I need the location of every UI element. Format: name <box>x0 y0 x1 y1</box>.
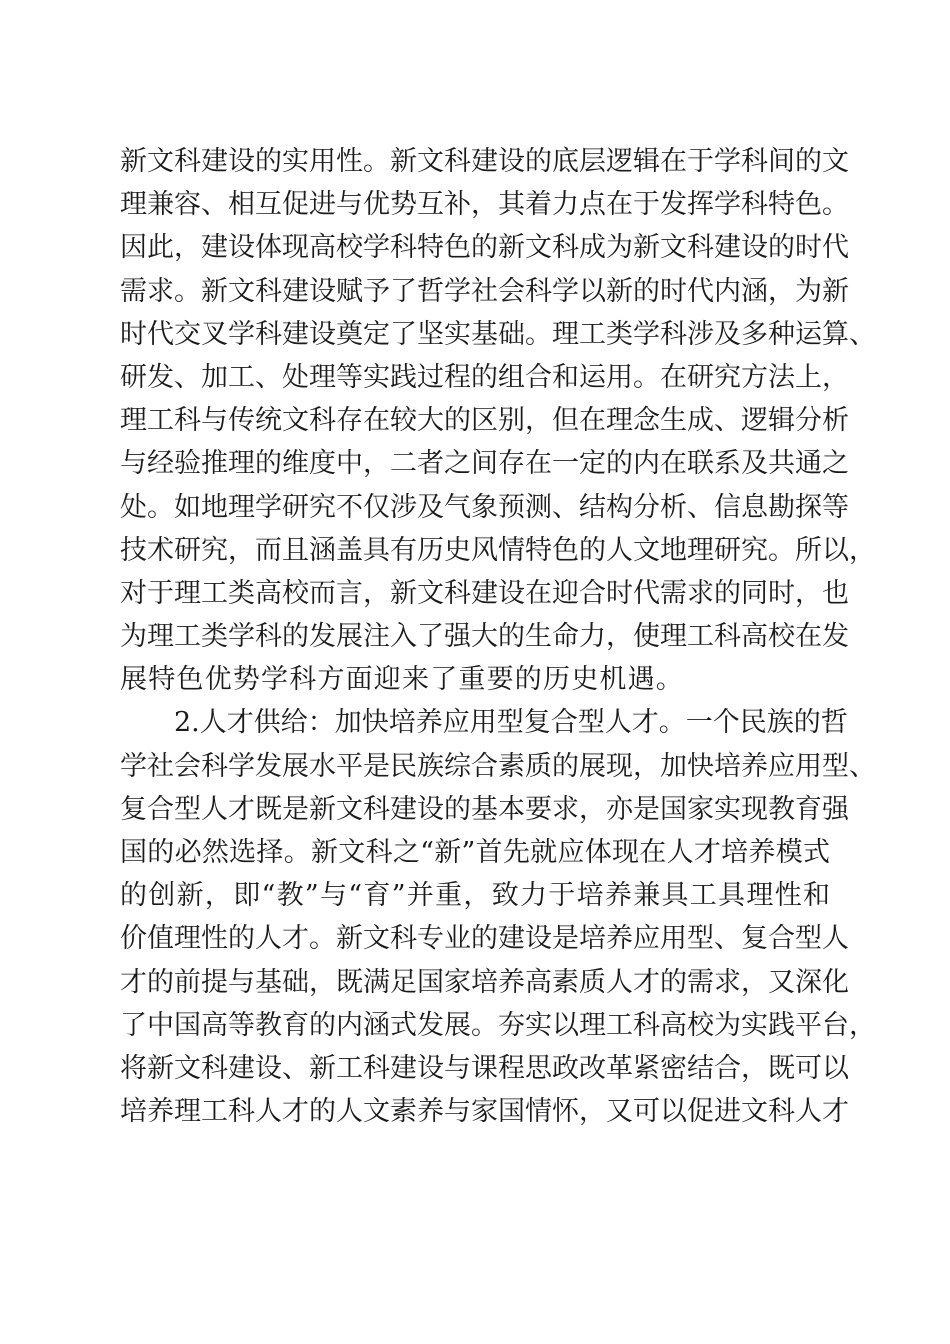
section-heading-line: 2.人才供给：加快培养应用型复合型人才。一个民族的哲 <box>174 707 848 739</box>
text-line: 因此，建设体现高校学科特色的新文科成为新文科建设的时代 <box>120 232 849 264</box>
body-text <box>120 140 876 1133</box>
paragraph-2 <box>120 701 876 1133</box>
text-line: 才的前提与基础，既满足国家培养高素质人才的需求，又深化 <box>120 966 849 998</box>
text-line: 时代交叉学科建设奠定了坚实基础。理工类学科涉及多种运算、 <box>120 318 876 350</box>
text-line: 理工科与传统文科存在较大的区别，但在理念生成、逻辑分析 <box>120 405 849 437</box>
text-line: 学社会科学发展水平是民族综合素质的展现，加快培养应用型、 <box>120 750 876 782</box>
text-line: 新文科建设的实用性。新文科建设的底层逻辑在于学科间的文 <box>120 146 849 177</box>
text-line: 理兼容、相互促进与优势互补，其着力点在于发挥学科特色。 <box>120 189 849 221</box>
text-line: 展特色优势学科方面迎来了重要的历史机遇。 <box>120 664 684 696</box>
text-line: 国的必然选择。新文科之“新”首先就应体现在人才培养模式 <box>120 837 830 868</box>
text-line: 对于理工类高校而言，新文科建设在迎合时代需求的同时，也 <box>120 577 849 609</box>
text-line: 处。如地理学研究不仅涉及气象预测、结构分析、信息勘探等 <box>120 491 849 523</box>
paragraph-1 <box>120 140 876 701</box>
text-line: 培养理工科人才的人文素养与家国情怀，又可以促进文科人才 <box>120 1096 849 1128</box>
text-line: 了中国高等教育的内涵式发展。夯实以理工科高校为实践平台， <box>120 1009 876 1041</box>
text-line: 技术研究，而且涵盖具有历史风情特色的人文地理研究。所以， <box>120 534 876 566</box>
text-line: 需求。新文科建设赋予了哲学社会科学以新的时代内涵，为新 <box>120 275 849 307</box>
text-line: 为理工类学科的发展注入了强大的生命力，使理工科高校在发 <box>120 621 849 653</box>
text-line: 复合型人才既是新文科建设的基本要求，亦是国家实现教育强 <box>120 793 849 825</box>
text-line: 价值理性的人才。新文科专业的建设是培养应用型、复合型人 <box>120 923 849 955</box>
text-line: 的创新，即“教”与“育”并重，致力于培养兼具工具理性和 <box>120 880 830 912</box>
text-line: 将新文科建设、新工科建设与课程思政改革紧密结合，既可以 <box>120 1052 849 1084</box>
text-line: 研发、加工、处理等实践过程的组合和运用。在研究方法上， <box>120 361 849 393</box>
text-line: 与经验推理的维度中，二者之间存在一定的内在联系及共通之 <box>120 448 849 480</box>
